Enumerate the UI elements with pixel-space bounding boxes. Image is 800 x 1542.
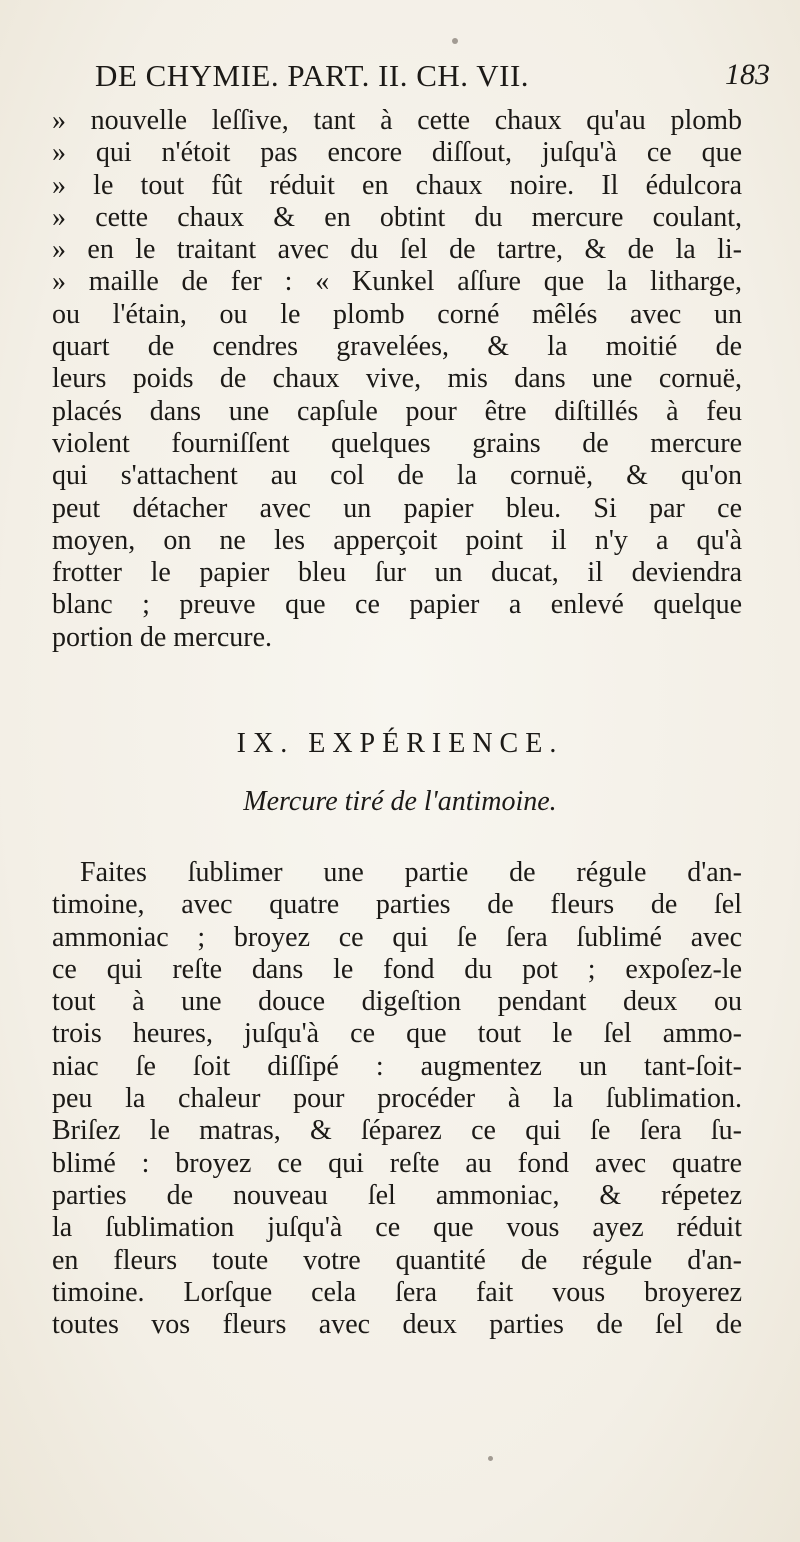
running-head: DE CHYMIE. PART. II. CH. VII. <box>95 58 530 93</box>
text-line: la ſublimation juſqu'à ce que vous ayez réduit <box>52 1212 742 1244</box>
text-line: Briſez le matras, & ſéparez ce qui ſe ſera ſu- <box>52 1115 742 1147</box>
text-line: » cette chaux & en obtint du mercure coulant, <box>52 201 742 233</box>
text-line: » nouvelle leſſive, tant à cette chaux qu'au plomb <box>52 105 742 136</box>
text-line: timoine, avec quatre parties de fleurs de ſel <box>52 889 742 921</box>
section-heading: IX. EXPÉRIENCE. <box>236 728 564 759</box>
text-line: tout à une douce digeſtion pendant deux ou <box>52 986 742 1018</box>
text-line: parties de nouveau ſel ammoniac, & répetez <box>52 1179 742 1211</box>
ink-speck <box>488 1456 493 1461</box>
text-line: moyen, on ne les apperçoit point il n'y a qu'à <box>52 524 742 556</box>
text-line: Faites ſublimer une partie de régule d'an- <box>80 857 742 888</box>
text-line: » en le traitant avec du ſel de tartre, & de la li- <box>52 234 742 266</box>
text-line: qui s'attachent au col de la cornuë, & qu'on <box>52 460 742 492</box>
text-line: en fleurs toute votre quantité de régule d'an- <box>52 1244 742 1276</box>
text-line: » le tout fût réduit en chaux noire. Il édulcora <box>52 169 742 201</box>
text-line: » qui n'étoit pas encore diſſout, juſqu'à ce que <box>52 137 742 169</box>
section-subheading: Mercure tiré de l'antimoine. <box>243 786 557 817</box>
paragraph-2 <box>52 857 742 1341</box>
paragraph-1 <box>52 105 742 654</box>
text-line: ce qui reſte dans le fond du pot ; expoſez-le <box>52 953 742 985</box>
text-line: violent fourniſſent quelques grains de mercure <box>52 427 742 459</box>
text-line: blimé : broyez ce qui reſte au fond avec quatre <box>52 1147 742 1179</box>
text-line: toutes vos fleurs avec deux parties de ſel de <box>52 1309 742 1341</box>
text-line: quart de cendres gravelées, & la moitié de <box>52 331 742 363</box>
text-line: blanc ; preuve que ce papier a enlevé quelque <box>52 589 742 621</box>
text-line: frotter le papier bleu ſur un ducat, il deviendra <box>52 557 742 589</box>
text-line: ammoniac ; broyez ce qui ſe ſera ſublimé avec <box>52 921 742 953</box>
text-line: leurs poids de chaux vive, mis dans une cornuë, <box>52 363 742 395</box>
text-line: peut détacher avec un papier bleu. Si par ce <box>52 492 742 524</box>
text-line: timoine. Lorſque cela ſera fait vous broyerez <box>52 1276 742 1308</box>
text-line: niac ſe ſoit diſſipé : augmentez un tant-ſoit- <box>52 1050 742 1082</box>
text-line: ou l'étain, ou le plomb corné mêlés avec un <box>52 298 742 330</box>
page-number: 183 <box>725 58 770 91</box>
text-line: peu la chaleur pour procéder à la ſublimation. <box>52 1083 742 1115</box>
text-line: portion de mercure. <box>52 621 273 653</box>
ink-speck <box>452 38 458 44</box>
text-line: » maille de fer : « Kunkel aſſure que la litharge, <box>52 266 742 298</box>
text-line: placés dans une capſule pour être diſtillés à feu <box>52 395 742 427</box>
text-line: trois heures, juſqu'à ce que tout le ſel ammo- <box>52 1018 742 1050</box>
